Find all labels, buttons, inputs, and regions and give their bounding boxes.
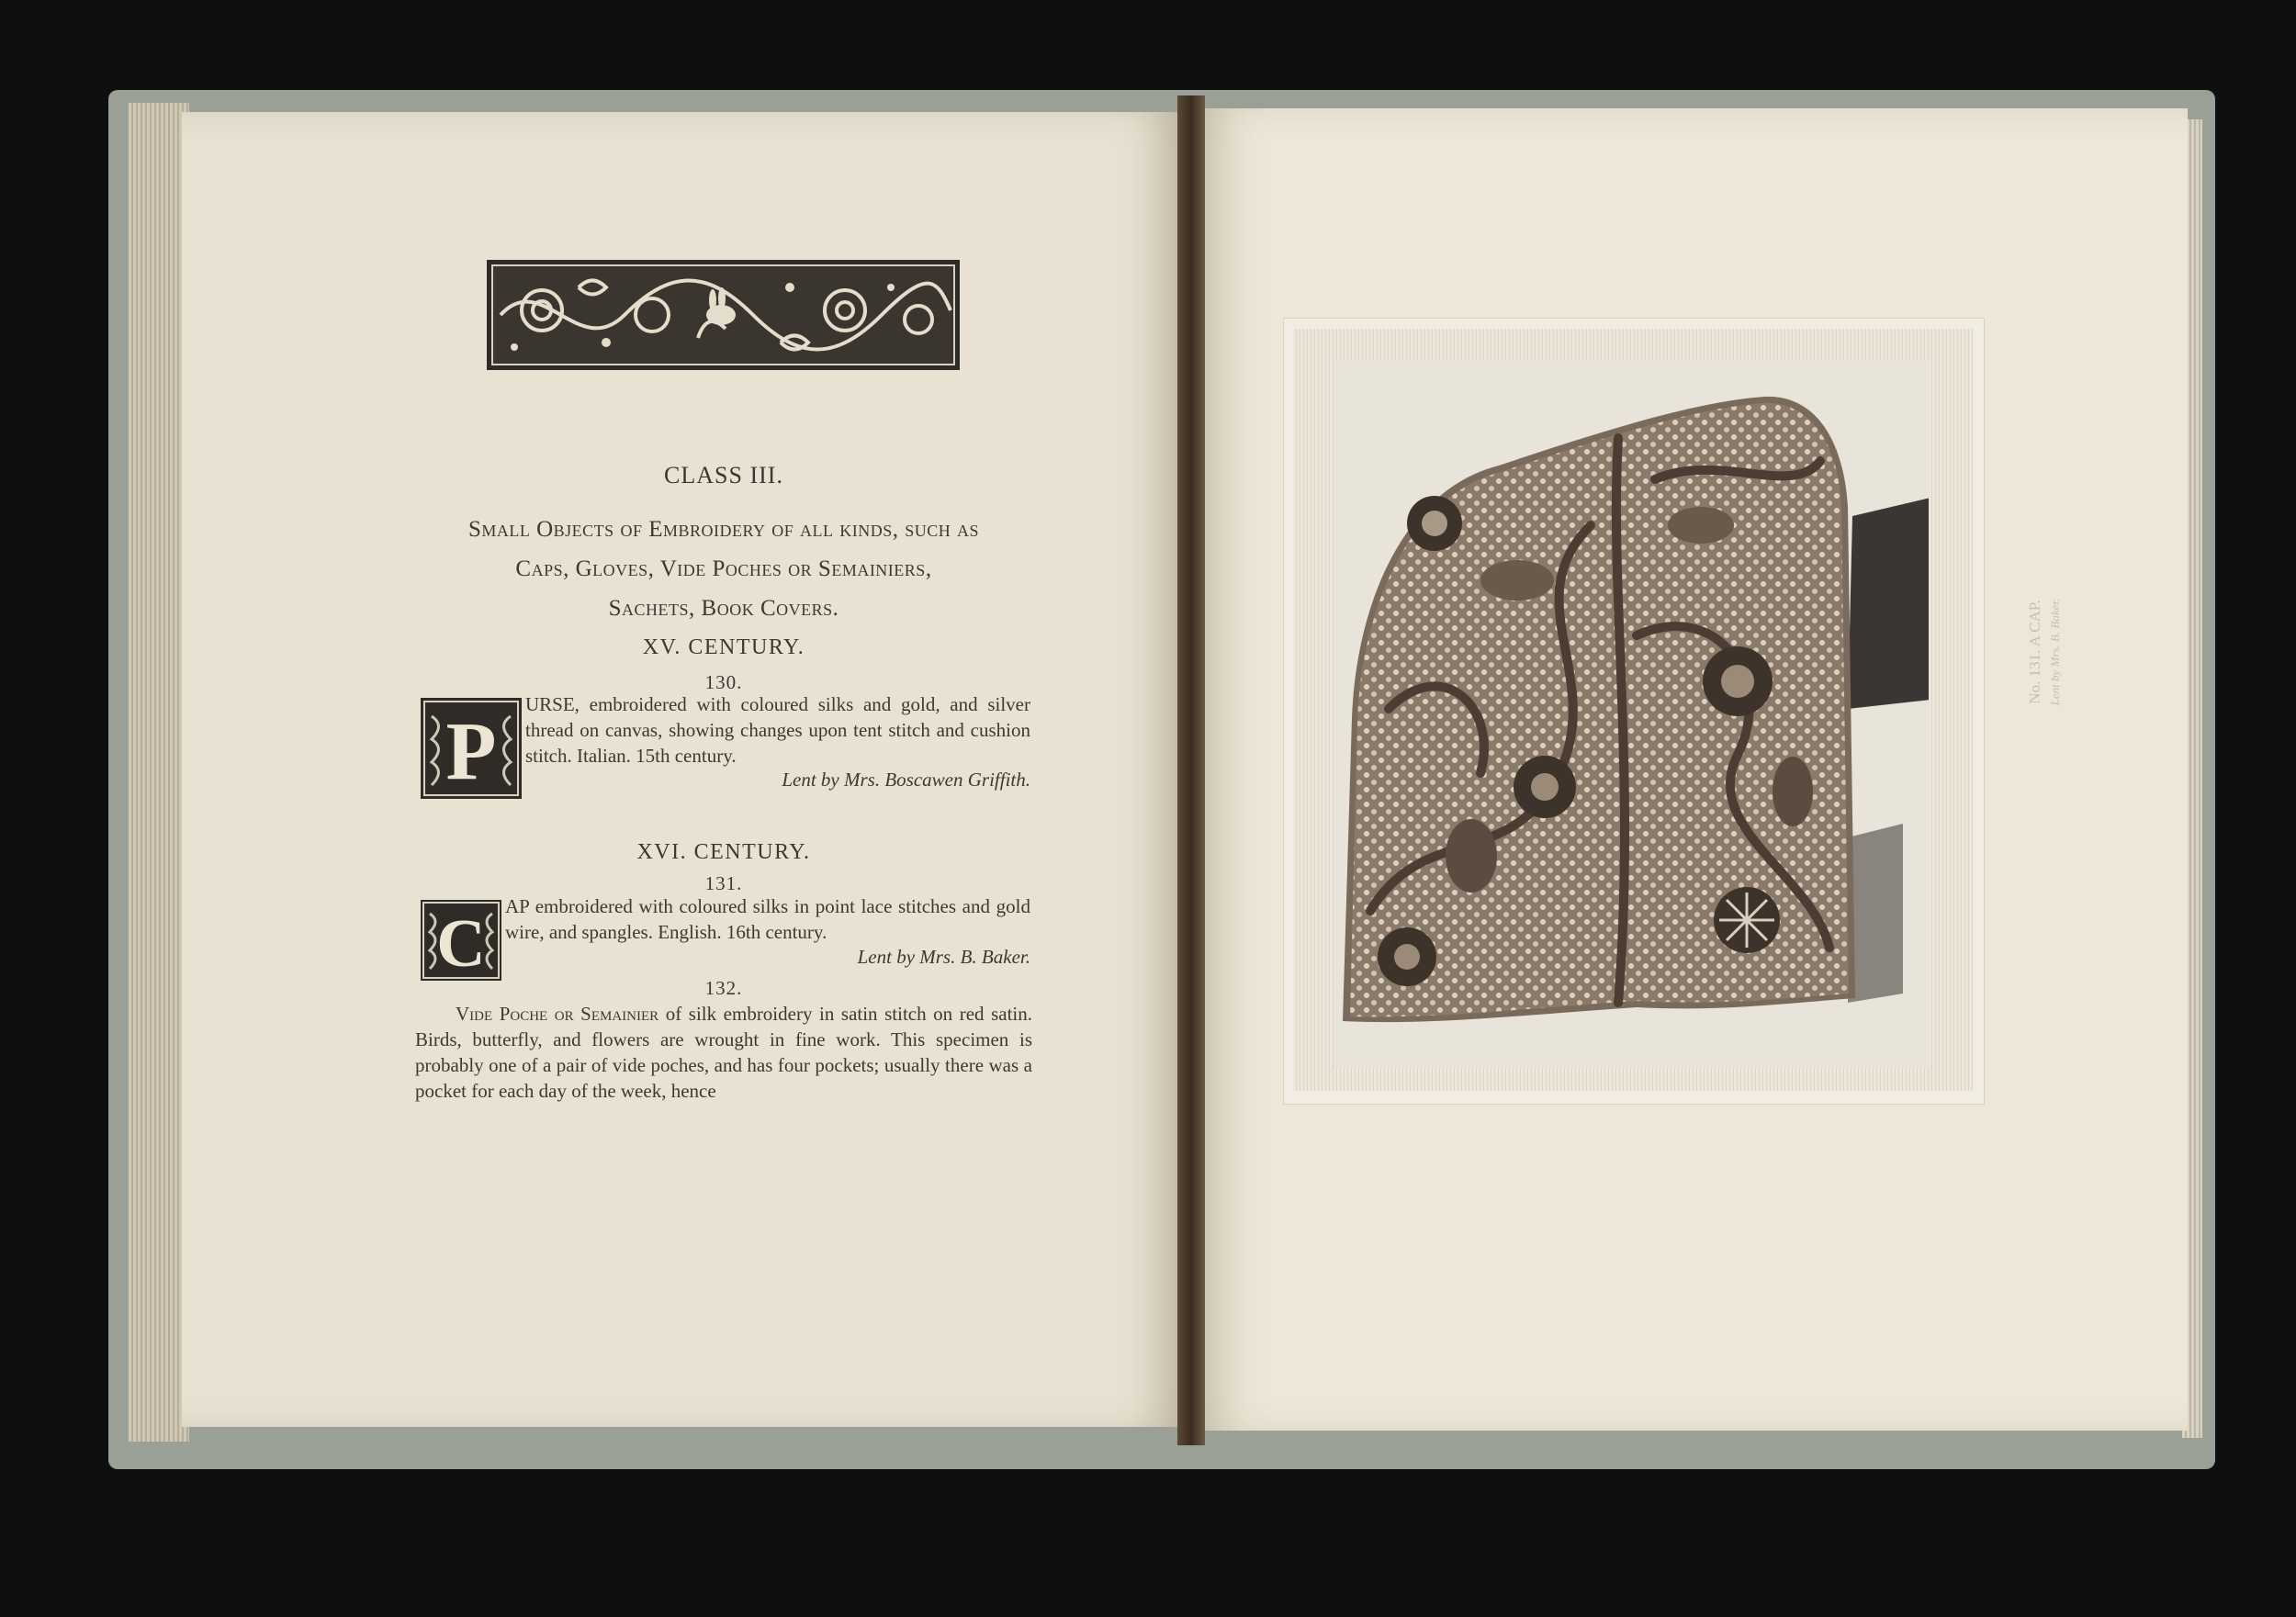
- book-gutter: [1177, 95, 1205, 1445]
- plate-caption: [2025, 496, 2062, 808]
- page-edges-left: [129, 103, 189, 1442]
- entry-number: 131.: [704, 872, 743, 894]
- drop-cap-p-icon: [421, 698, 522, 799]
- ornamental-headpiece: [487, 260, 960, 370]
- lender-credit: Lent by Mrs. B. Baker.: [857, 946, 1030, 968]
- century-heading: XVI. CENTURY.: [636, 840, 811, 864]
- entry-lead: Vide Poche or Semainier: [456, 1003, 659, 1025]
- lender-credit: Lent by Mrs. Boscawen Griffith.: [782, 769, 1030, 791]
- drop-cap-c-icon: [421, 900, 501, 981]
- entry-text: AP embroidered with coloured silks in point lace stitches and gold wire, and spangles. English. 16th century.: [505, 895, 1030, 943]
- class-title: CLASS III.: [664, 462, 783, 488]
- subtitle-line: Small Objects of Embroidery of all kinds, such as: [467, 517, 980, 542]
- entry-number: 130.: [704, 671, 743, 693]
- century-heading: XV. CENTURY.: [642, 635, 805, 659]
- entry-body: of silk embroidery in satin stitch on red satin. Birds, butterfly, and flowers are wrought in fine work. This specimen is probably one of a pair of vide poches, and has four pockets; usually there was a pocket for each day of the week, hence: [415, 1003, 1032, 1102]
- entry-text: [415, 1001, 1032, 1104]
- plate-caption-title: No. 131. A CAP.: [2026, 600, 2043, 704]
- subtitle-line: Caps, Gloves, Vide Poches or Semainiers,: [515, 556, 932, 581]
- class-subtitle: [366, 510, 1082, 628]
- entry-number: 132.: [704, 977, 743, 999]
- subtitle-line: Sachets, Book Covers.: [608, 596, 839, 621]
- entry-text: URSE, embroidered with coloured silks and gold, and silver thread on canvas, showing changes upon tent stitch and cushion stitch. Italian. 15th century.: [525, 693, 1030, 767]
- svg-text:C: C: [436, 906, 486, 981]
- svg-text:P: P: [445, 706, 497, 797]
- plate-caption-lender: Lent by Mrs. B. Baker.: [2048, 598, 2062, 706]
- embroidered-cap-photograph: [1334, 360, 1929, 1067]
